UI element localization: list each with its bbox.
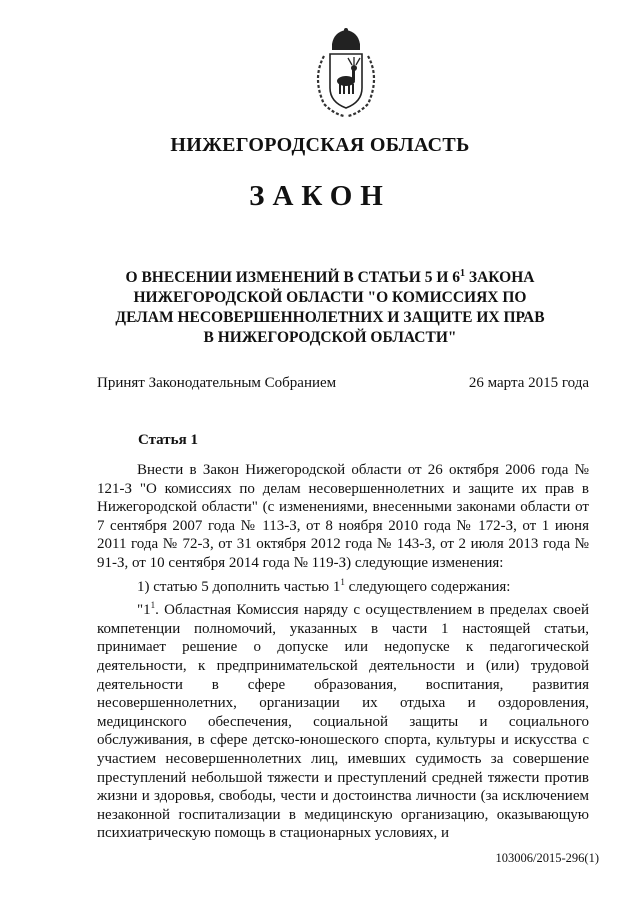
law-title-superscript: 1	[460, 268, 466, 279]
law-title	[110, 264, 550, 348]
item-1-suffix: следующего содержания:	[344, 578, 511, 595]
adoption-label: Принят Законодательным Собранием	[97, 375, 337, 391]
coat-of-arms-emblem	[310, 28, 382, 120]
article-heading: Статья 1	[138, 432, 198, 448]
article-intro-paragraph: Внести в Закон Нижегородской области от 26 октября 2006 года № 121-З "О комиссиях по делам несовершеннолетних и защите их прав в Нижегородской области" (с изменениями, внесенными законами области от 7 сентября 2007 года № 113-З, от 8 ноября 2010 года № 172-З, от 1 июня 2011 года № 72-З, от 31 октября 2012 года № 143-З, от 2 июля 2013 года № 91-З, от 10 сентября 2014 года № 119-З) следующие изменения:	[97, 462, 589, 571]
quote-superscript: 1	[150, 600, 156, 611]
document-type: ЗАКОН	[249, 180, 391, 212]
article-body	[97, 461, 589, 843]
law-title-part2: ЗАКОНА НИЖЕГОРОДСКОЙ ОБЛАСТИ "О КОМИССИЯХ ПО ДЕЛАМ НЕСОВЕРШЕННОЛЕТНИХ И ЗАЩИТЕ ИХ ПРАВ В НИЖЕГОРОДСКОЙ ОБЛАСТИ"	[115, 269, 545, 347]
document-number: 103006/2015-296(1)	[495, 851, 599, 865]
item-1-prefix: 1) статью 5 дополнить частью 1	[137, 578, 341, 595]
item-1-superscript: 1	[340, 576, 345, 587]
item-1-paragraph	[97, 573, 589, 597]
quoted-part-paragraph	[97, 596, 589, 843]
region-title: НИЖЕГОРОДСКАЯ ОБЛАСТЬ	[170, 134, 470, 156]
law-title-part1: О ВНЕСЕНИИ ИЗМЕНЕНИЙ В СТАТЬИ 5 И 6	[125, 269, 461, 287]
adoption-date: 26 марта 2015 года	[468, 375, 589, 391]
quote-text: . Областная Комиссия наряду с осуществлением в пределах своей компетенции полномочий, указанных в части 1 настоящей статьи, принимает решение о допуске или недопуске к педагогической деятельности, к предпринимательской деятельности и (или) трудовой деятельности в сфере образования, воспитания, развития несовершеннолетних, организации их отдыха и оздоровления, медицинского обеспечения, социальной защиты и социального обслуживания, в сфере детско-юношеского спорта, культуры и искусства с участием несовершеннолетних лиц, имевших судимость за совершение преступлений небольшой тяжести и преступлений средней тяжести против жизни и здоровья, свободы, чести и достоинства личности (за исключением незаконной госпитализации в медицинскую организацию, оказывающую психиатрическую помощь в стационарных условиях, и	[97, 602, 589, 842]
crown-icon	[332, 28, 360, 50]
quote-prefix: "1	[137, 602, 151, 619]
